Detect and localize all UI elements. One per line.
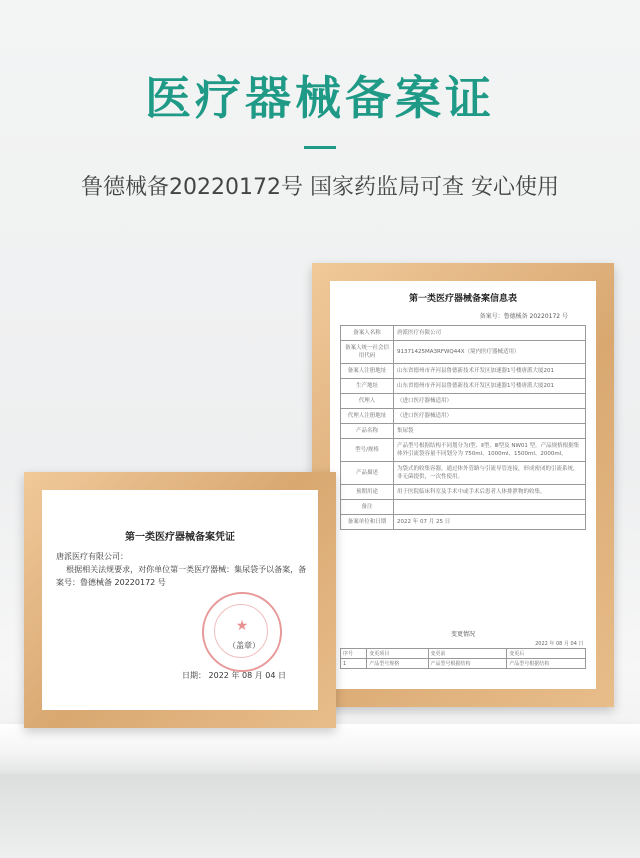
info-row xyxy=(341,394,586,409)
info-row-key: 代理人 xyxy=(341,394,394,409)
info-row-key: 备案人名称 xyxy=(341,326,394,341)
official-seal xyxy=(202,592,282,672)
shelf xyxy=(0,724,640,774)
info-row-key: 备案人注册地址 xyxy=(341,364,394,379)
info-row xyxy=(341,379,586,394)
info-row xyxy=(341,500,586,515)
info-row xyxy=(341,341,586,364)
info-row-key: 产品名称 xyxy=(341,424,394,439)
filing-info-sheet xyxy=(330,281,596,689)
filing-info-title: 第一类医疗器械备案信息表 xyxy=(408,294,517,304)
info-row xyxy=(341,424,586,439)
changes-cell: 变更项目 xyxy=(367,649,428,659)
changes-cell: 变更后 xyxy=(507,649,586,659)
info-row-key: 型号/规格 xyxy=(341,439,394,462)
changes-date: 2022 年 08 月 04 日 xyxy=(535,641,584,647)
info-row-key: 备案人统一社会信用代码 xyxy=(341,341,394,364)
changes-table xyxy=(340,639,586,669)
info-row xyxy=(341,515,586,530)
page-title: 医疗器械备案证 xyxy=(145,71,495,125)
info-row-value: 产品型号根据结构不同划分为Ⅰ型、Ⅱ型、Ⅲ型及 NW01 型。产品规格根据集体外引流袋容量不同划分为 750ml、1000ml、1500ml、2000ml。 xyxy=(394,439,586,462)
title-divider xyxy=(304,146,336,149)
info-row-value: 唐派医疗有限公司 xyxy=(394,326,586,341)
changes-header-row xyxy=(341,649,586,659)
changes-date-row xyxy=(341,639,586,649)
certificate-date: 日期： 2022 年 08 月 04 日 xyxy=(182,671,286,680)
info-row xyxy=(341,462,586,485)
seal-star-icon: ★ xyxy=(235,618,249,634)
changes-cell: 变更前 xyxy=(428,649,507,659)
info-row-value: 集尿袋 xyxy=(394,424,586,439)
info-row-key: 备注 xyxy=(341,500,394,515)
changes-row xyxy=(341,659,586,669)
record-number: 备案号：鲁德械备 20220172 号 xyxy=(479,313,568,320)
changes-cell: 序号 xyxy=(341,649,367,659)
info-row-key: 预期用途 xyxy=(341,485,394,500)
info-row-key: 代理人注册地址 xyxy=(341,409,394,424)
filing-certificate-sheet xyxy=(42,490,318,710)
stamp-label: （盖章） xyxy=(228,641,260,650)
info-row-value: 2022 年 07 月 25 日 xyxy=(394,515,586,530)
info-row xyxy=(341,485,586,500)
info-row-value: 91371425MA3RFWQ44X（境内医疗器械适用） xyxy=(394,341,586,364)
certificate-title: 第一类医疗器械备案凭证 xyxy=(125,532,235,543)
filing-certificate-frame xyxy=(24,472,336,728)
changes-cell: 1 xyxy=(341,659,367,669)
info-row-key: 生产地址 xyxy=(341,379,394,394)
info-row xyxy=(341,326,586,341)
changes-title xyxy=(330,629,596,638)
changes-title-label: 变更情况 xyxy=(450,631,475,638)
page-subtitle: 鲁德械备20220172号 国家药监局可查 安心使用 xyxy=(81,175,559,200)
info-row xyxy=(341,409,586,424)
info-row-value: 用于医院临床科室及手术中或手术后患者人体排泄物的收集。 xyxy=(394,485,586,500)
changes-cell: 产品型号规格 xyxy=(367,659,428,669)
info-row-value: 为袋式的收集容器，通过体外管路与引流导管连接，形成密闭的引流系统，非无菌提供，一次性使用。 xyxy=(394,462,586,485)
changes-cell: 产品型号根据结构 xyxy=(428,659,507,669)
info-row xyxy=(341,439,586,462)
shelf-base xyxy=(0,774,640,858)
info-row-value xyxy=(394,500,586,515)
info-row-key: 产品描述 xyxy=(341,462,394,485)
changes-cell: 产品型号根据结构 xyxy=(507,659,586,669)
info-row-value: 山东省德州市齐河县鲁德新技术开发区加速器1号楼唐派大厦201 xyxy=(394,364,586,379)
info-row-key: 备案单位和日期 xyxy=(341,515,394,530)
info-row-value: （进口医疗器械适用） xyxy=(394,409,586,424)
certificate-body: 唐派医疗有限公司： 根据相关法规要求，对你单位第一类医疗器械：集尿袋予以备案，备案号：鲁德械备 20220172 号 xyxy=(56,552,307,587)
info-row xyxy=(341,364,586,379)
filing-info-table xyxy=(340,325,586,530)
info-row-value: 山东省德州市齐河县鲁德新技术开发区加速器1号楼唐派大厦201 xyxy=(394,379,586,394)
filing-info-frame xyxy=(312,263,614,707)
info-row-value: （进口医疗器械适用） xyxy=(394,394,586,409)
